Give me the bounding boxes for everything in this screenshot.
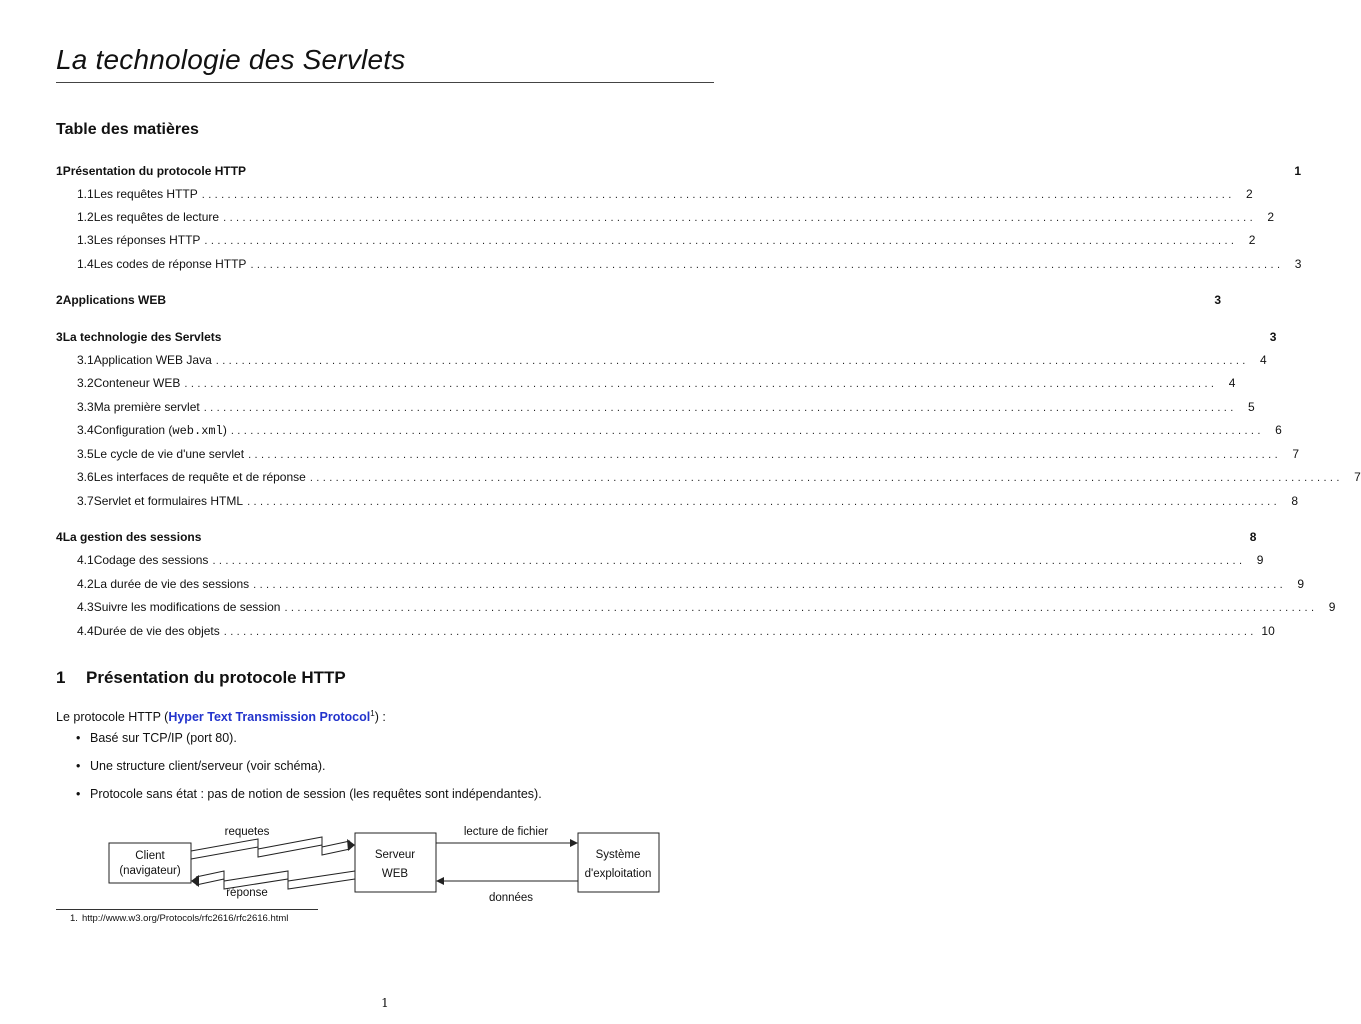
toc-subsection-entry[interactable]	[56, 600, 1336, 618]
toc-entry-label	[94, 494, 243, 508]
list-item-text: Basé sur TCP/IP (port 80).	[90, 731, 237, 745]
toc-entry-label	[63, 164, 246, 178]
server-label: Serveur	[374, 849, 416, 861]
toc-entry-label-text: Conteneur WEB	[93, 376, 181, 390]
toc-entry-page: 7	[1292, 447, 1300, 461]
toc-entry-page: 3	[1269, 330, 1277, 344]
request-arrowhead	[347, 839, 355, 851]
toc-entry-number: 3.1	[77, 353, 94, 367]
toc-entry-page: 2	[1246, 187, 1253, 201]
toc-leader-dots: ................................................................................................................................................................	[201, 189, 1235, 201]
toc-entry-code: web.xml	[172, 424, 223, 438]
toc-entry-number: 4	[56, 530, 63, 544]
toc-subsection-entry[interactable]	[56, 376, 1236, 394]
toc-entry-label	[94, 600, 281, 614]
list-item	[76, 759, 326, 773]
toc-leader-dots: ................................................................................................................................................................	[223, 626, 1257, 638]
toc-entry-number: 1.3	[77, 233, 94, 247]
toc-entry-number: 4.3	[77, 600, 94, 614]
toc-entry-page: 9	[1328, 600, 1336, 614]
footnote-number: 1.	[70, 913, 78, 924]
toc-entry-number: 1.2	[77, 210, 94, 224]
toc-entry-label	[94, 553, 209, 567]
section-title: Présentation du protocole HTTP	[86, 668, 346, 687]
toc-entry-label	[63, 530, 202, 544]
toc-entry-label-text: Codage des sessions	[93, 553, 209, 567]
toc-leader-dots: ................................................................................................................................................................	[203, 402, 1237, 414]
toc-entry-page: 4	[1228, 376, 1236, 390]
os-box	[578, 833, 659, 892]
toc-subsection-entry[interactable]	[56, 624, 1275, 642]
client-box	[109, 843, 191, 883]
toc-entry-label-text: Les interfaces de requête et de réponse	[93, 470, 306, 484]
toc-entry-label	[94, 624, 220, 638]
file-read-arrowhead	[570, 839, 578, 847]
list-item	[76, 731, 237, 745]
toc-entry-label	[94, 210, 219, 224]
toc-entry-label	[63, 293, 166, 307]
toc-subsection-entry[interactable]	[56, 494, 1299, 512]
toc-entry-page: 10	[1261, 624, 1275, 638]
toc-subsection-entry[interactable]	[56, 233, 1256, 251]
toc-leader-dots: ................................................................................................................................................................	[184, 378, 1218, 390]
toc-entry-label	[94, 376, 181, 390]
toc-subsection-entry[interactable]	[56, 400, 1255, 418]
section-heading	[56, 668, 346, 688]
toc-entry-page: 1	[1294, 164, 1302, 178]
toc-entry-number: 4.2	[77, 577, 94, 591]
toc-section-entry[interactable]	[56, 330, 1277, 348]
toc-entry-number: 4.1	[77, 553, 94, 567]
toc-subsection-entry[interactable]	[56, 210, 1275, 228]
toc-entry-label	[94, 187, 198, 201]
toc-entry-label	[94, 353, 212, 367]
toc-entry-label-text: La technologie des Servlets	[62, 330, 222, 344]
toc-entry-number: 2	[56, 293, 63, 307]
document-title: La technologie des Servlets	[56, 44, 406, 75]
toc-entry-page: 8	[1291, 494, 1299, 508]
data-arrowhead	[436, 877, 444, 885]
toc-subsection-entry[interactable]	[56, 187, 1253, 205]
acronym-link[interactable]: Hyper Text Transmission Protocol	[168, 710, 371, 725]
toc-entry-label-text: Les requêtes HTTP	[93, 187, 198, 201]
toc-leader-dots: ................................................................................................................................................................	[250, 259, 1284, 271]
requests-label: requetes	[224, 826, 270, 838]
toc-entry-number: 4.4	[77, 624, 94, 638]
title-divider	[56, 82, 714, 83]
toc-leader-dots: ................................................................................................................................................................	[309, 472, 1343, 484]
toc-entry-label-text: Applications WEB	[62, 293, 167, 307]
toc-entry-page: 8	[1249, 530, 1257, 544]
bullet-icon: •	[76, 759, 81, 773]
toc-entry-label-text: Application WEB Java	[93, 353, 212, 367]
server-box	[355, 833, 436, 892]
os-label: Système	[595, 849, 641, 861]
toc-subsection-entry[interactable]	[56, 553, 1264, 571]
toc-leader-dots: ................................................................................................................................................................	[204, 235, 1238, 247]
toc-entry-number: 3.2	[77, 376, 94, 390]
toc-entry-label	[94, 423, 227, 438]
toc-leader-dots: ................................................................................................................................................................	[247, 496, 1281, 508]
list-item-text: Protocole sans état : pas de notion de session (les requêtes sont indépendantes).	[90, 787, 542, 801]
toc-leader-dots: ................................................................................................................................................................	[223, 212, 1257, 224]
toc-entry-page: 6	[1275, 423, 1282, 437]
footnote-divider	[56, 909, 318, 910]
toc-entry-label	[63, 330, 222, 344]
toc-entry-label-text: Suivre les modifications de session	[93, 600, 281, 614]
toc-entry-page: 2	[1267, 210, 1275, 224]
footnote-url[interactable]: http://www.w3.org/Protocols/rfc2616/rfc2616.html	[81, 913, 289, 924]
toc-entry-label-text: La durée de vie des sessions	[93, 577, 250, 591]
toc-entry-label-suffix: )	[222, 423, 227, 437]
toc-subsection-entry[interactable]	[56, 353, 1267, 371]
toc-subsection-entry[interactable]	[56, 257, 1302, 275]
toc-entry-page: 3	[1214, 293, 1222, 307]
toc-entry-number: 3.4	[77, 423, 94, 437]
toc-entry-number: 3.6	[77, 470, 94, 484]
footnote	[56, 913, 288, 924]
toc-entry-label-text: La gestion des sessions	[62, 530, 202, 544]
toc-entry-label	[94, 470, 306, 484]
data-label: données	[488, 892, 534, 904]
response-arrow-edge	[196, 879, 355, 889]
response-label: réponse	[226, 887, 268, 899]
toc-entry-label	[94, 257, 247, 271]
toc-entry-page: 3	[1294, 257, 1302, 271]
toc-entry-number: 3.5	[77, 447, 94, 461]
toc-entry-number: 1.4	[77, 257, 94, 271]
page-number: 1	[381, 996, 389, 1010]
toc-entry-page: 9	[1297, 577, 1305, 591]
response-arrowhead	[191, 875, 199, 887]
toc-entry-label-text: Configuration (	[93, 423, 173, 437]
toc-entry-number: 3	[56, 330, 63, 344]
toc-subsection-entry[interactable]	[56, 470, 1361, 488]
section-number: 1	[56, 668, 66, 687]
toc-entry-number: 1.1	[77, 187, 94, 201]
intro-paragraph	[56, 709, 386, 724]
toc-entry-label	[94, 400, 200, 414]
toc-section-entry[interactable]	[56, 293, 1222, 311]
toc-entry-label-text: Servlet et formulaires HTML	[93, 494, 244, 508]
toc-leader-dots: ................................................................................................................................................................	[248, 449, 1282, 461]
request-arrow	[191, 837, 350, 851]
toc-subsection-entry[interactable]	[56, 577, 1305, 595]
toc-entry-number: 3.7	[77, 494, 94, 508]
http-architecture-diagram	[0, 815, 770, 910]
toc-leader-dots: ................................................................................................................................................................	[215, 355, 1249, 367]
toc-entry-number: 3.3	[77, 400, 94, 414]
toc-entry-page: 5	[1248, 400, 1255, 414]
toc-subsection-entry[interactable]	[56, 423, 1282, 441]
file-read-label: lecture de fichier	[463, 826, 549, 838]
list-item	[76, 787, 542, 801]
toc-entry-label-text: Durée de vie des objets	[93, 624, 220, 638]
toc-entry-label	[94, 577, 249, 591]
toc-entry-label-text: Les codes de réponse HTTP	[93, 257, 247, 271]
toc-section-entry[interactable]	[56, 530, 1257, 548]
toc-entry-page: 7	[1354, 470, 1361, 484]
toc-leader-dots: ................................................................................................................................................................	[284, 602, 1318, 614]
intro-text-before: Le protocole HTTP (	[56, 710, 169, 725]
client-sublabel: (navigateur)	[119, 865, 181, 877]
bullet-icon: •	[76, 731, 81, 745]
toc-entry-label-text: Le cycle de vie d'une servlet	[93, 447, 245, 461]
toc-section-entry[interactable]	[56, 164, 1302, 182]
toc-entry-page: 9	[1256, 553, 1264, 567]
toc-entry-page: 4	[1260, 353, 1267, 367]
toc-leader-dots: ................................................................................................................................................................	[230, 425, 1264, 437]
bullet-icon: •	[76, 787, 81, 801]
intro-text-after: ) :	[374, 710, 386, 725]
toc-entry-label-text: Les requêtes de lecture	[93, 210, 220, 224]
server-sublabel: WEB	[381, 868, 409, 880]
toc-entry-number: 1	[56, 164, 63, 178]
list-item-text: Une structure client/serveur (voir schéma).	[90, 759, 326, 773]
toc-entry-label-text: Les réponses HTTP	[93, 233, 201, 247]
toc-leader-dots: ................................................................................................................................................................	[253, 579, 1287, 591]
toc-entry-label	[94, 447, 244, 461]
toc-subsection-entry[interactable]	[56, 447, 1300, 465]
toc-heading: Table des matières	[56, 121, 199, 138]
footnote-marker[interactable]: 1	[370, 709, 375, 718]
toc-entry-page: 2	[1248, 233, 1256, 247]
toc-entry-label-text: Présentation du protocole HTTP	[62, 164, 247, 178]
toc-leader-dots: ................................................................................................................................................................	[212, 555, 1246, 567]
client-label: Client	[135, 850, 165, 862]
os-sublabel: d'exploitation	[584, 868, 652, 880]
toc-entry-label-text: Ma première servlet	[93, 400, 200, 414]
toc-entry-label	[94, 233, 201, 247]
